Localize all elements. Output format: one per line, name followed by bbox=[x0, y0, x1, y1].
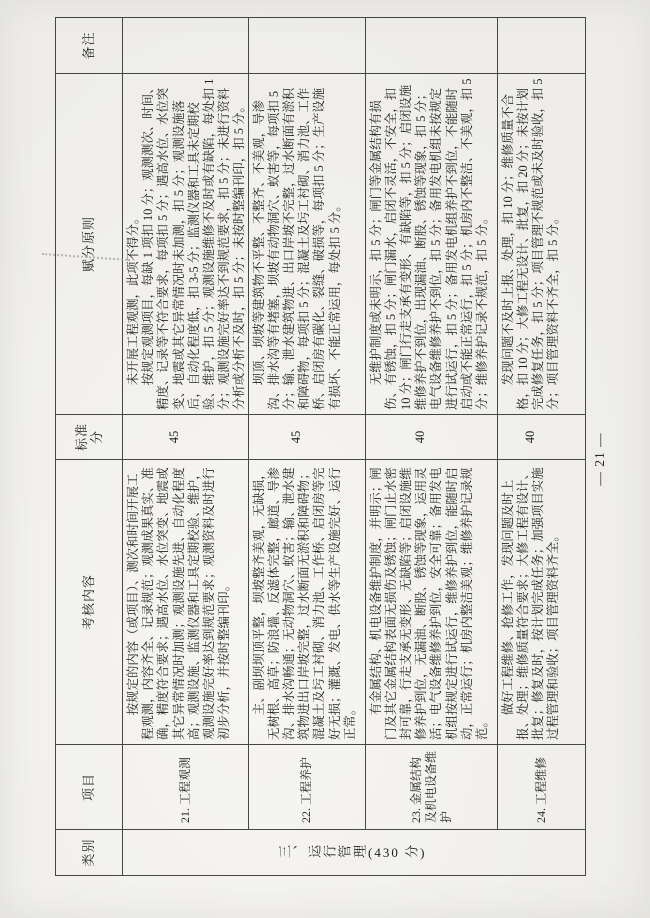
content-cell bbox=[365, 460, 497, 745]
table-row bbox=[248, 18, 365, 876]
score-cell: 45 bbox=[123, 415, 249, 460]
principle-paragraph: 坝顶、坝坡等建筑物不平整、不整齐、不美观，导渗沟、排水沟等有堵塞，坝坡有动物洞穴、蚁害等，每项扣 5 分；输、泄水建筑物进、出口岸坡不完整，过水断面有淤积和障碍物，每项扣 5 分；混凝土及圬工衬砌、消力池、工作桥、启闭房有碳化、裂缝、破损等，每项扣 5 分；生产设施有损坏、不能正常运用，每处扣 5 分。 bbox=[251, 87, 342, 410]
principle-cell bbox=[248, 74, 365, 415]
principle-paragraph: 按规定观测项目，每缺 1 项扣 10 分；观测测次、时间、精度、记录等不符合要求，每项扣 5 分；遇高水位、水位突变、地震或其它异常情况时未加测，扣 5 分；观测设施落后，自动化程度低，扣 3-5 分；监测仪器和工具未定期校验、维护，扣 5 分；观测设施维修不及时或有缺陷，每处扣 1 分；观测设施完好率达不到规范要求，扣 5 分；未进行资料分析或分析不及时，扣 5 分；未按时整编刊印，扣 5 分。 bbox=[141, 78, 247, 410]
score-cell: 40 bbox=[497, 415, 585, 460]
score-cell: 40 bbox=[365, 415, 497, 460]
category-vertical-text: 三、运行管理(430 分) bbox=[277, 844, 426, 860]
principle-paragraph: 未开展工程观测，此项不得分。 bbox=[126, 211, 140, 386]
principle-cell bbox=[497, 74, 585, 415]
principle-cell bbox=[365, 74, 497, 415]
remark-cell bbox=[497, 18, 585, 74]
score-cell: 45 bbox=[248, 415, 365, 460]
principle-cell bbox=[123, 74, 249, 415]
table-row bbox=[365, 18, 497, 876]
principle-paragraph: 无维护制度或未明示，扣 5 分；闸门等金属结构有损伤、有锈蚀，扣 5 分；闸门漏水，启闭不灵活，不安全，扣 10 分；闸门行走支承有变形、有缺陷等，扣 5 分；启闭设施维修养护不到位，出现漏油、断股、锈蚀等现象，扣 5 分；电气设备维修养护不到位，扣 5 分；备用发电机组未按规定进行试运行，扣 5 分；备用发电机组养护不到位，不能随时启动或不能正常运行，扣 5 分；机房内不整洁、不美观，扣 5 分；维修养护记录不规范，扣 5 分。 bbox=[368, 78, 490, 410]
principle-paragraph: 发现问题不及时上报、处理，扣 10 分；维修质量不合格，扣 10 分；大修工程无设计、批复，扣 20 分；未按计划完成修复任务，扣 5 分；项目管理不规范或未及时验收，扣 5 分；项目管理资料不齐全，扣 5 分。 bbox=[500, 78, 561, 410]
column-header-principle: 赋分原则 bbox=[56, 74, 123, 415]
table-row bbox=[123, 18, 249, 876]
remark-cell bbox=[365, 18, 497, 74]
page-number: — 21 — bbox=[592, 432, 607, 486]
remark-cell bbox=[123, 18, 249, 74]
column-header-project: 项目 bbox=[56, 745, 123, 830]
table-header-row bbox=[56, 18, 123, 876]
assessment-table bbox=[55, 17, 586, 876]
column-header-score: 标准分 bbox=[56, 415, 123, 460]
content-paragraph: 有金属结构、机电设备维护制度，并明示；闸门及其它金属结构表面无损伤及锈蚀；闸门止水密封可靠，行走支承无变形、无缺陷等；启闭设施维修养护到位，无漏油、断股、锈蚀等现象，运用灵活；电气设备维修养护到位，安全可靠；备用发电机组按规定进行试运行，维修养护到位，能随时启动，正常运行；机房内整洁美观；维修养护记录规范。 bbox=[368, 467, 490, 740]
project-cell: 23. 金属结构及机电设备维护 bbox=[365, 745, 497, 830]
column-header-remark: 备注 bbox=[56, 18, 123, 74]
content-cell bbox=[248, 460, 365, 745]
content-paragraph: 主、副坝坝顶平整，坝坡整齐美观，无缺损，无树根、高草；防浪墙、反滤体完整，廊道、导渗沟、排水沟畅通；无动物洞穴、蚁害；输、泄水建筑物进出口岸坡完整，过水断面无淤积和障碍物；混凝土及圬工衬砌、消力池、工作桥、启闭房等完好无损；灌溉、发电、供水等生产设施完好、运行正常。 bbox=[251, 467, 357, 740]
content-paragraph: 按规定的内容（或项目）、测次和时间开展工程观测，内容齐全、记录规范；观测成果真实、准确，精度符合要求；遇高水位、水位突变、地震或其它异常情况时加测；观测设施先进、自动化程度高；观测设施、监测仪器和工具定期校验、维护，观测设施完好率达到规范要求；观测资料及时进行初步分析，并按时整编刊印。 bbox=[126, 467, 232, 740]
project-cell: 24. 工程维修 bbox=[497, 745, 585, 830]
column-header-content: 考核内容 bbox=[56, 460, 123, 745]
category-cell bbox=[123, 830, 586, 876]
column-header-category: 类别 bbox=[56, 830, 123, 876]
content-cell bbox=[123, 460, 249, 745]
content-cell bbox=[497, 460, 585, 745]
remark-cell bbox=[248, 18, 365, 74]
project-cell: 21. 工程观测 bbox=[123, 745, 249, 830]
content-paragraph: 做好工程维修、抢修工作，发现问题及时上报、处理；维修质量符合要求；大修工程有设计、批复；修复及时，按计划完成任务；加强项目实施过程管理和验收；项目管理资料齐全。 bbox=[500, 467, 561, 740]
table-row bbox=[497, 18, 585, 876]
project-cell: 22. 工程养护 bbox=[248, 745, 365, 830]
